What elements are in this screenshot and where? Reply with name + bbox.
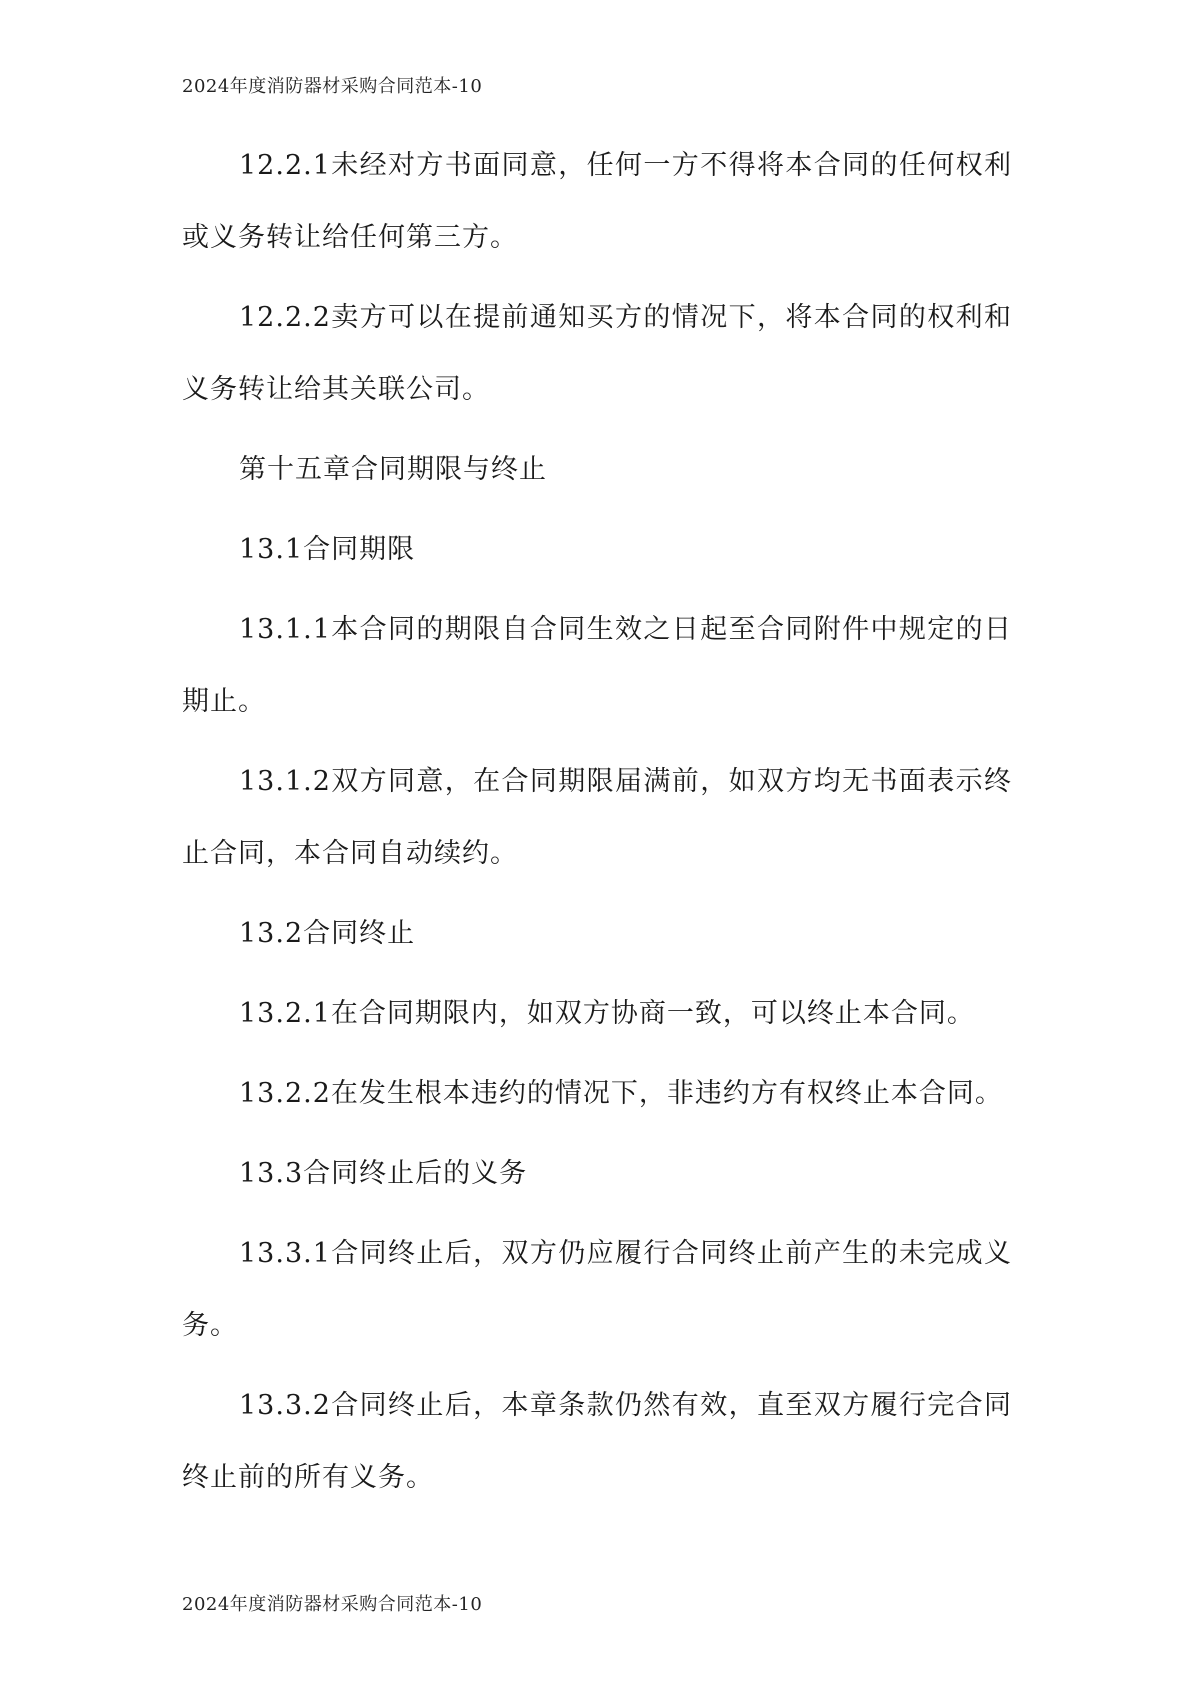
section-heading-13-1: 13.1合同期限: [239, 534, 416, 565]
document-body: [182, 130, 1012, 1522]
paragraph-13-3-2: 13.3.2合同终止后，本章条款仍然有效，直至双方履行完合同终止前的所有义务。: [182, 1390, 1012, 1493]
running-footer: 2024年度消防器材采购合同范本-10: [182, 1594, 483, 1615]
paragraph-12-2-1: 12.2.1未经对方书面同意，任何一方不得将本合同的任何权利或义务转让给任何第三方。: [182, 150, 1012, 253]
section-heading-13-2: 13.2合同终止: [239, 918, 416, 949]
paragraph-13-1-2: 13.1.2双方同意，在合同期限届满前，如双方均无书面表示终止合同，本合同自动续约。: [182, 766, 1012, 869]
paragraph-13-3-1: 13.3.1合同终止后，双方仍应履行合同终止前产生的未完成义务。: [182, 1238, 1012, 1341]
chapter-heading: 第十五章合同期限与终止: [239, 454, 547, 485]
paragraph-13-2-1: 13.2.1在合同期限内，如双方协商一致，可以终止本合同。: [239, 998, 975, 1029]
paragraph-13-2-2: 13.2.2在发生根本违约的情况下，非违约方有权终止本合同。: [239, 1078, 1003, 1109]
section-heading-13-3: 13.3合同终止后的义务: [239, 1158, 528, 1189]
paragraph-12-2-2: 12.2.2卖方可以在提前通知买方的情况下，将本合同的权利和义务转让给其关联公司。: [182, 302, 1012, 405]
running-header: 2024年度消防器材采购合同范本-10: [182, 76, 483, 97]
paragraph-13-1-1: 13.1.1本合同的期限自合同生效之日起至合同附件中规定的日期止。: [182, 614, 1012, 717]
